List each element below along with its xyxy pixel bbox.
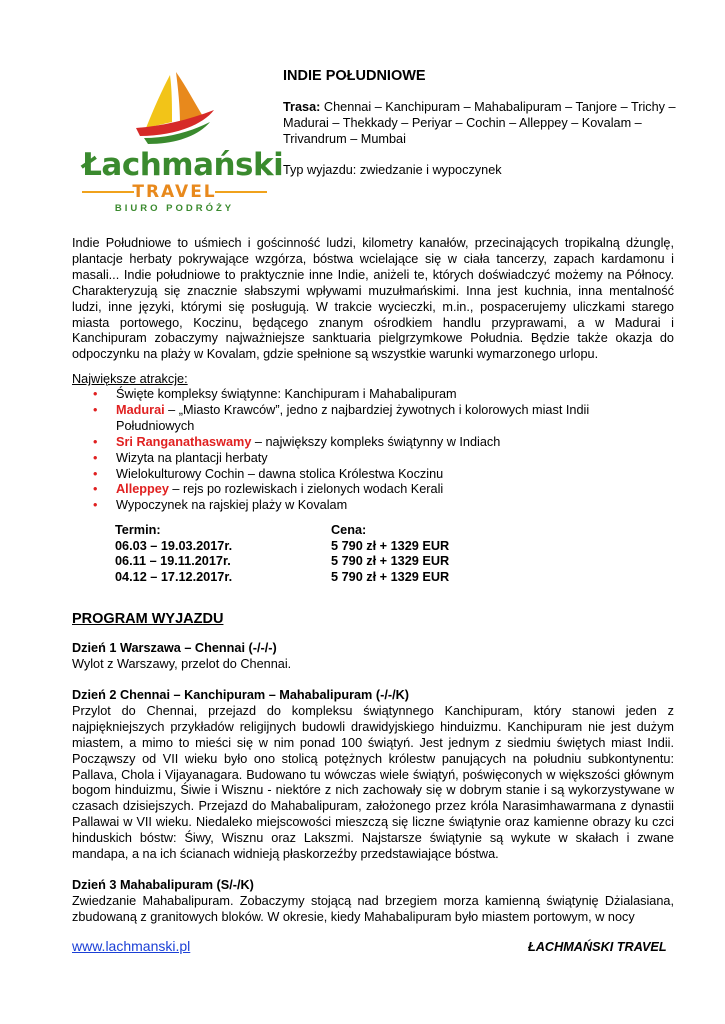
- day-section: [72, 688, 674, 863]
- program-heading: PROGRAM WYJAZDU: [72, 611, 224, 627]
- logo-subtitle: BIURO PODRÓŻY: [114, 203, 235, 214]
- list-item: [93, 435, 653, 451]
- table-row: [115, 539, 515, 555]
- attractions-heading: Największe atrakcje:: [72, 372, 188, 386]
- list-item: [93, 387, 653, 403]
- bullet-icon: •: [93, 498, 98, 513]
- item-text: – największy kompleks świątynny w Indiach: [251, 434, 501, 449]
- list-item: [93, 467, 653, 483]
- price-table-header: [115, 523, 515, 539]
- bullet-icon: •: [93, 450, 98, 465]
- trip-type: Typ wyjazdu: zwiedzanie i wypoczynek: [283, 163, 502, 177]
- page-title: INDIE POŁUDNIOWE: [283, 68, 426, 84]
- footer-brand: ŁACHMAŃSKI TRAVEL: [528, 940, 667, 954]
- day-text: Przylot do Chennai, przejazd do kompleksu świątynnego Kanchipuram, który stanowi jeden z najpiękniejszych przykładów religijnych budowli drawidyjskiego hinduizmu. Kanchipuram nie jest dużym miastem, a mimo to mieści się w nim ponad 100 świątyń. Jest jednym z siedmiu świętych miast Indii. Począwszy od VII wieku było ono stolicą potężnych królestw panujących na południu subkontynentu: Pallava, Chola i Vijayanagara. Budowano tu wówczas wiele świątyń, poświęconych w większości głównym bogom hinduizmu, Śiwie i Wisznu - niektóre z nich zachowały się w dobrym stanie i są wykorzystywane w czasach dzisiejszych. Przejazd do Mahabalipuram, założonego przez króla Narasimhawarmana z dynastii Pallawai w VII wieku. Niedaleko miejscowości mieszczą się liczne świątynie oraz kamienne obrazy ku czci hinduskich bóstw: Śiwy, Wisznu oraz Lakszmi. Najstarsze świątynie są wykute w skałach i zwane mandapa, a na ich ścianach widnieją płaskorzeźby przedstawiające bóstwa.: [72, 703, 674, 862]
- term-value: 04.12 – 17.12.2017r.: [115, 569, 233, 584]
- list-item: [93, 451, 653, 467]
- day-text: Wylot z Warszawy, przelot do Chennai.: [72, 656, 292, 671]
- bullet-icon: •: [93, 482, 98, 497]
- bullet-icon: •: [93, 434, 98, 449]
- item-text: Wizyta na plantacji herbaty: [116, 450, 268, 465]
- term-value: 06.11 – 19.11.2017r.: [115, 554, 231, 568]
- day-title: Dzień 2 Chennai – Kanchipuram – Mahabalipuram (-/-/K): [72, 688, 409, 702]
- day-title: Dzień 1 Warszawa – Chennai (-/-/-): [72, 641, 277, 655]
- list-item: [93, 498, 653, 514]
- price-value: 5 790 zł + 1329 EUR: [331, 569, 450, 584]
- route-line: [283, 99, 683, 147]
- sail-logo-icon: [132, 70, 222, 150]
- item-highlight: Madurai: [116, 402, 165, 417]
- bullet-icon: •: [93, 402, 98, 417]
- website-link[interactable]: www.lachmanski.pl: [72, 938, 191, 954]
- price-value: 5 790 zł + 1329 EUR: [331, 538, 450, 553]
- price-table: [115, 523, 515, 585]
- intro-paragraph: Indie Południowe to uśmiech i gościnność ludzi, kilometry kanałów, przecinających tropikalną dżunglę, plantacje herbaty pokrywające wzgórza, bóstwa wcielające się w ciała tancerzy, zapach kardamonu i masali... Indie południowe to praktycznie inne Indie, aniżeli te, których doświadczyć możemy na Północy. Charakteryzują się znacznie słabszymi wpływami muzułmańskimi. Inna jest kuchnia, inna mentalność ludzi, inne języki, którymi się posługują. W trakcie wycieczki, m.in., pospacerujemy uliczkami starego miasta portowego, Koczinu, będącego znanym ośrodkiem handlu przyprawami, a w Madurai i Kanchipuram zobaczymy najważniejsze sanktuaria pielgrzymkowe Południa. Będzie także okazja do odpoczynku na plaży w Kovalam, gdzie spełnione są wszystkie warunki wymarzonego urlopu.: [72, 236, 674, 362]
- route-text: Chennai – Kanchipuram – Mahabalipuram – Tanjore – Trichy – Madurai – Thekkady – Periyar – Cochin – Alleppey – Kovalam – Trivandrum – Mumbai: [283, 100, 676, 146]
- day-section: [72, 878, 674, 926]
- price-value: 5 790 zł + 1329 EUR: [331, 554, 450, 568]
- table-row: [115, 554, 515, 570]
- list-item: [93, 482, 653, 498]
- item-highlight: Sri Ranganathaswamy: [116, 434, 252, 449]
- logo-travel: TRAVEL: [132, 182, 217, 202]
- logo-wordmark: Łachmański: [82, 147, 284, 183]
- item-text: – „Miasto Krawców”, jedno z najbardziej żywotnych i kolorowych miast Indii Południowych: [116, 402, 590, 433]
- day-section: [72, 641, 674, 673]
- term-label: Termin:: [115, 523, 161, 537]
- item-text: Wypoczynek na rajskiej plaży w Kovalam: [116, 498, 348, 513]
- route-label: Trasa:: [283, 100, 321, 114]
- item-text: Wielokulturowy Cochin – dawna stolica Królestwa Koczinu: [116, 466, 444, 481]
- list-item: [93, 403, 653, 435]
- logo-travel-row: [82, 182, 267, 202]
- item-highlight: Alleppey: [116, 482, 169, 497]
- day-title: Dzień 3 Mahabalipuram (S/-/K): [72, 878, 254, 892]
- item-text: – rejs po rozlewiskach i zielonych wodach Kerali: [168, 482, 444, 497]
- attractions-list: [93, 387, 653, 514]
- table-row: [115, 570, 515, 586]
- bullet-icon: •: [93, 387, 98, 401]
- price-label: Cena:: [331, 523, 367, 537]
- bullet-icon: •: [93, 466, 98, 481]
- item-text: Święte kompleksy świątynne: Kanchipuram i Mahabalipuram: [116, 387, 457, 401]
- day-text: Zwiedzanie Mahabalipuram. Zobaczymy stojącą nad brzegiem morza kamienną świątynię Dżialasiana, zbudowaną z granitowych bloków. W okresie, kiedy Mahabalipuram było miastem portowym, w nocy: [72, 893, 674, 924]
- company-logo: [82, 70, 284, 220]
- term-value: 06.03 – 19.03.2017r.: [115, 538, 233, 553]
